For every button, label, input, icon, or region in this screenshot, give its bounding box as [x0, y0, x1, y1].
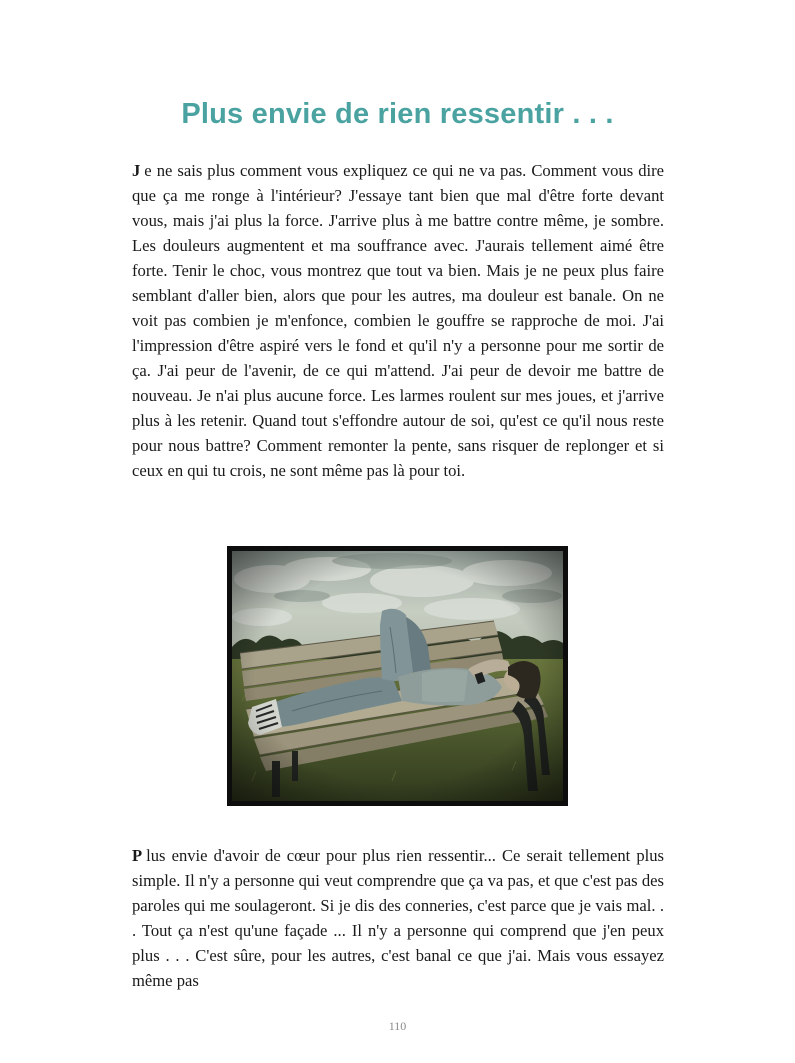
person-on-bench-photo: [232, 551, 563, 801]
page-number: 110: [388, 1019, 407, 1033]
body-paragraph-2: [132, 843, 664, 993]
drop-initial-2: P: [132, 846, 143, 865]
photo-frame: [227, 546, 568, 806]
drop-initial-1: J: [132, 161, 141, 180]
paragraph-2-text: lus envie d'avoir de cœur pour plus rien ressentir... Ce serait tellement plus simple. Il n'y a personne qui veut comprendre que ça va pas, et que c'est pas des paroles qui me soulageront. Si je dis des conneries, c'est parce que je vais mal. . . Tout ça n'est qu'une façade ... Il n'y a personne qui comprend que j'en peux plus . . . C'est sûre, pour les autres, c'est banal ce que j'ai. Mais vous essayez même pas: [132, 846, 664, 990]
paragraph-1-text: e ne sais plus comment vous expliquez ce qui ne va pas. Comment vous dire que ça me ronge à l'intérieur? J'essaye tant bien que mal d'être forte devant vous, mais j'ai plus la force. J'arrive plus à me battre contre même, je sombre. Les douleurs augmentent et ma souffrance avec. J'aurais tellement aimé être forte. Tenir le choc, vous montrez que tout va bien. Mais je ne peux plus faire semblant d'aller bien, alors que pour les autres, ma douleur est banale. On ne voit pas combien je m'enfonce, combien le gouffre se rapproche de moi. J'ai l'impression d'être aspiré vers le fond et qu'il n'y a personne pour me sortir de ça. J'ai peur de l'avenir, de ce qui m'attend. J'ai peur de devoir me battre de nouveau. Je n'ai plus aucune force. Les larmes roulent sur mes joues, et j'arrive plus à les retenir. Quand tout s'effondre autour de soi, qu'est ce qu'il nous reste pour nous battre? Comment remonter la pente, sans risquer de replonger et si ceux en qui tu crois, ne sont même pas là pour toi.: [132, 161, 664, 480]
body-paragraph-1: [132, 158, 664, 483]
page-title: Plus envie de rien ressentir . . .: [181, 98, 614, 130]
